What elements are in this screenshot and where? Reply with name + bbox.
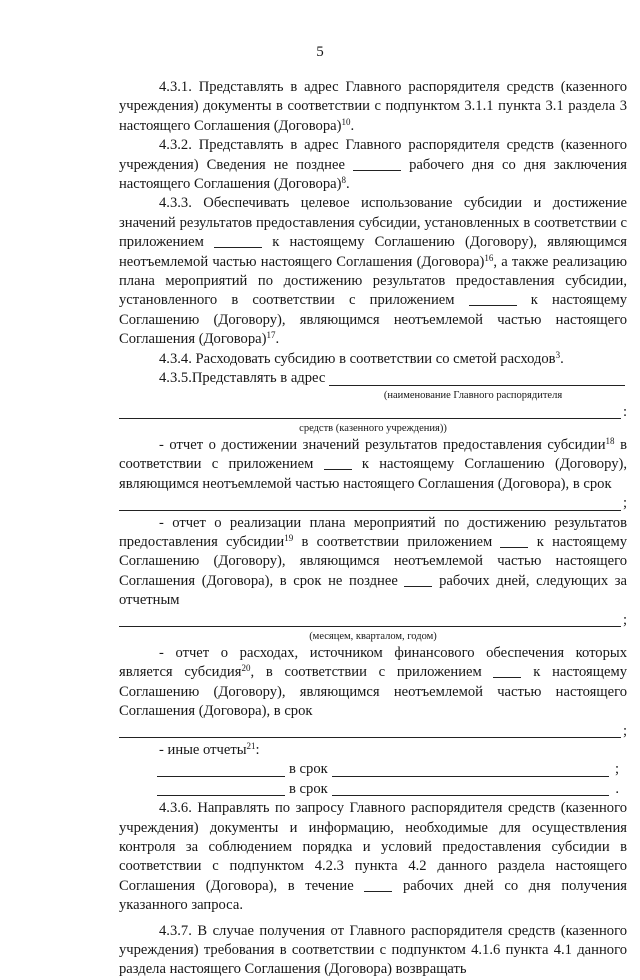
- paragraph-text: В случае получения от Главного распорядителя средств (казенного учреждения) требования в соответствии с подпунктом 4.1.6 пункта 4.1 данного раздела настоящего Соглашения (Договора) возвращать: [119, 922, 627, 978]
- blank-field[interactable]: [214, 246, 262, 248]
- paragraph-text: - отчет о расходах, источником финансового обеспечения которых является субсидия: [119, 644, 627, 681]
- report-plan: [119, 514, 627, 611]
- blank-field[interactable]: [469, 304, 517, 306]
- report-results-deadline: [119, 494, 627, 513]
- report-expenses: [119, 644, 627, 722]
- other-report-row-2: [119, 780, 627, 799]
- report-other: [119, 741, 627, 760]
- clause-number: 4.3.3.: [159, 195, 192, 212]
- footnote-ref: 18: [605, 435, 615, 446]
- field-caption: (наименование Главного распорядителя: [383, 389, 563, 401]
- report-results: [119, 436, 627, 494]
- deadline-field[interactable]: [332, 762, 609, 777]
- paragraph-text: рабочих дней со дня получения указанного запроса.: [119, 877, 627, 914]
- paragraph-text: Обеспечивать целевое использование субсидии и достижение значений результатов предоставления субсидии, установленных в соответствии с приложением: [119, 195, 627, 251]
- paragraph-text: рабочего дня со дня заключения настоящего Соглашения (Договора): [119, 156, 627, 193]
- paragraph-text: к настоящему Соглашению (Договору), являющимся неотъемлемой частью настоящего Соглашения (Договора), в срок не позднее: [119, 533, 628, 589]
- paragraph-text: в соответствии с приложением: [119, 436, 627, 473]
- punctuation: :: [622, 403, 627, 420]
- punctuation: .: [560, 350, 564, 367]
- clause-number: 4.3.5.: [159, 370, 192, 387]
- punctuation: ;: [614, 761, 619, 778]
- term-label: в срок: [289, 780, 328, 797]
- deadline-field[interactable]: [119, 496, 621, 511]
- paragraph-text: к настоящему Соглашению (Договору), являющимся неотъемлемой частью настоящего Соглашения (Договора), в срок: [119, 664, 627, 720]
- clause-number: 4.3.4.: [159, 350, 192, 367]
- clause-number: 4.3.2.: [159, 137, 192, 154]
- paragraph-text: к настоящему Соглашению (Договору), являющимся неотъемлемой частью настоящего Соглашения (Договора): [119, 234, 628, 270]
- footnote-ref: 17: [266, 330, 276, 341]
- punctuation: .: [615, 780, 619, 797]
- field-caption: средств (казенного учреждения)): [299, 422, 447, 434]
- paragraph-4-3-7: [119, 922, 627, 980]
- blank-field[interactable]: [404, 585, 432, 587]
- other-report-row-1: [119, 760, 627, 779]
- punctuation: ;: [622, 495, 627, 512]
- paragraph-text: к настоящему Соглашению (Договору), являющимся неотъемлемой частью настоящего Соглашения (Договора): [119, 292, 627, 348]
- deadline-field[interactable]: [332, 781, 610, 796]
- punctuation: :: [255, 742, 260, 758]
- deadline-field[interactable]: [119, 723, 621, 738]
- paragraph-text: , в соответствии с приложением: [250, 664, 494, 681]
- paragraph-4-3-6: [119, 799, 627, 915]
- paragraph-4-3-5: [119, 369, 627, 388]
- paragraph-4-3-2: [119, 136, 627, 194]
- footnote-ref: 16: [484, 252, 494, 263]
- paragraph-text: в соответствии приложением: [293, 533, 501, 550]
- footnote-ref: 3: [555, 349, 561, 360]
- paragraph-4-3-4: [119, 350, 627, 369]
- footnote-ref: 20: [241, 663, 251, 674]
- report-expenses-deadline: [119, 722, 627, 741]
- punctuation: ;: [622, 611, 627, 628]
- punctuation: .: [275, 331, 280, 348]
- blank-field[interactable]: [364, 890, 392, 892]
- footnote-ref: 19: [284, 532, 294, 543]
- paragraph-text: - иные отчеты: [159, 742, 247, 758]
- paragraph-text: Представлять в адрес Главного распорядителя средств (казенного учреждения) документы в соответствии с подпунктом 3.1.1 пункта 3.1 раздела 3 настоящего Соглашения (Договора): [119, 79, 627, 134]
- blank-field[interactable]: [500, 546, 528, 548]
- page-number: 5: [316, 44, 324, 60]
- field-caption: (месяцем, кварталом, годом): [309, 630, 437, 642]
- recipient-name-field[interactable]: [329, 371, 625, 386]
- paragraph-text: - отчет о достижении значений результатов предоставления субсидии: [159, 436, 606, 453]
- report-name-field[interactable]: [157, 781, 285, 796]
- clause-number: 4.3.6.: [159, 800, 192, 817]
- footnote-ref: 8: [341, 175, 346, 186]
- punctuation: ;: [622, 722, 627, 739]
- blank-field[interactable]: [353, 169, 401, 171]
- punctuation: .: [350, 117, 355, 134]
- paragraph-text: Расходовать субсидию в соответствии со сметой расходов: [191, 350, 556, 367]
- clause-number: 4.3.7.: [159, 922, 192, 939]
- document-body: [119, 78, 627, 980]
- paragraph-text: Направлять по запросу Главного распорядителя средств (казенного учреждения) документы и информацию, необходимые для осуществления контроля за соблюдением порядка и условий предоставления субсидии в соответствии с подпунктом 4.2.3 пункта 4.2 данного раздела настоящего Соглашения (Договора), в течение: [119, 800, 627, 894]
- paragraph-text: , а также реализацию плана мероприятий по достижению результатов предоставления субсидии, установленного в соответствии с приложением: [119, 253, 627, 309]
- report-name-field[interactable]: [157, 762, 285, 777]
- paragraph-text: Представлять в адрес: [191, 370, 326, 387]
- paragraph-text: к настоящему Соглашению (Договору), являющимся неотъемлемой частью настоящего Соглашения (Договора), в срок: [119, 456, 627, 492]
- paragraph-text: - отчет о реализации плана мероприятий по достижению результатов предоставления субсидии: [119, 514, 627, 550]
- paragraph-4-3-1: [119, 78, 627, 136]
- blank-field[interactable]: [493, 676, 521, 678]
- paragraph-text: Представлять в адрес Главного распорядителя средств (казенного учреждения) Сведения не позднее: [119, 137, 627, 173]
- term-label: в срок: [289, 761, 328, 778]
- recipient-name-line: [119, 403, 627, 422]
- report-plan-period: [119, 611, 627, 630]
- period-field[interactable]: [119, 612, 621, 627]
- punctuation: .: [345, 176, 350, 193]
- blank-field[interactable]: [324, 468, 352, 470]
- clause-number: 4.3.1.: [159, 79, 192, 95]
- footnote-ref: 10: [341, 116, 351, 127]
- paragraph-4-3-3: [119, 194, 627, 349]
- recipient-name-field-cont[interactable]: [119, 404, 621, 419]
- paragraph-text: рабочих дней, следующих за отчетным: [119, 572, 627, 609]
- footnote-ref: 21: [246, 741, 256, 751]
